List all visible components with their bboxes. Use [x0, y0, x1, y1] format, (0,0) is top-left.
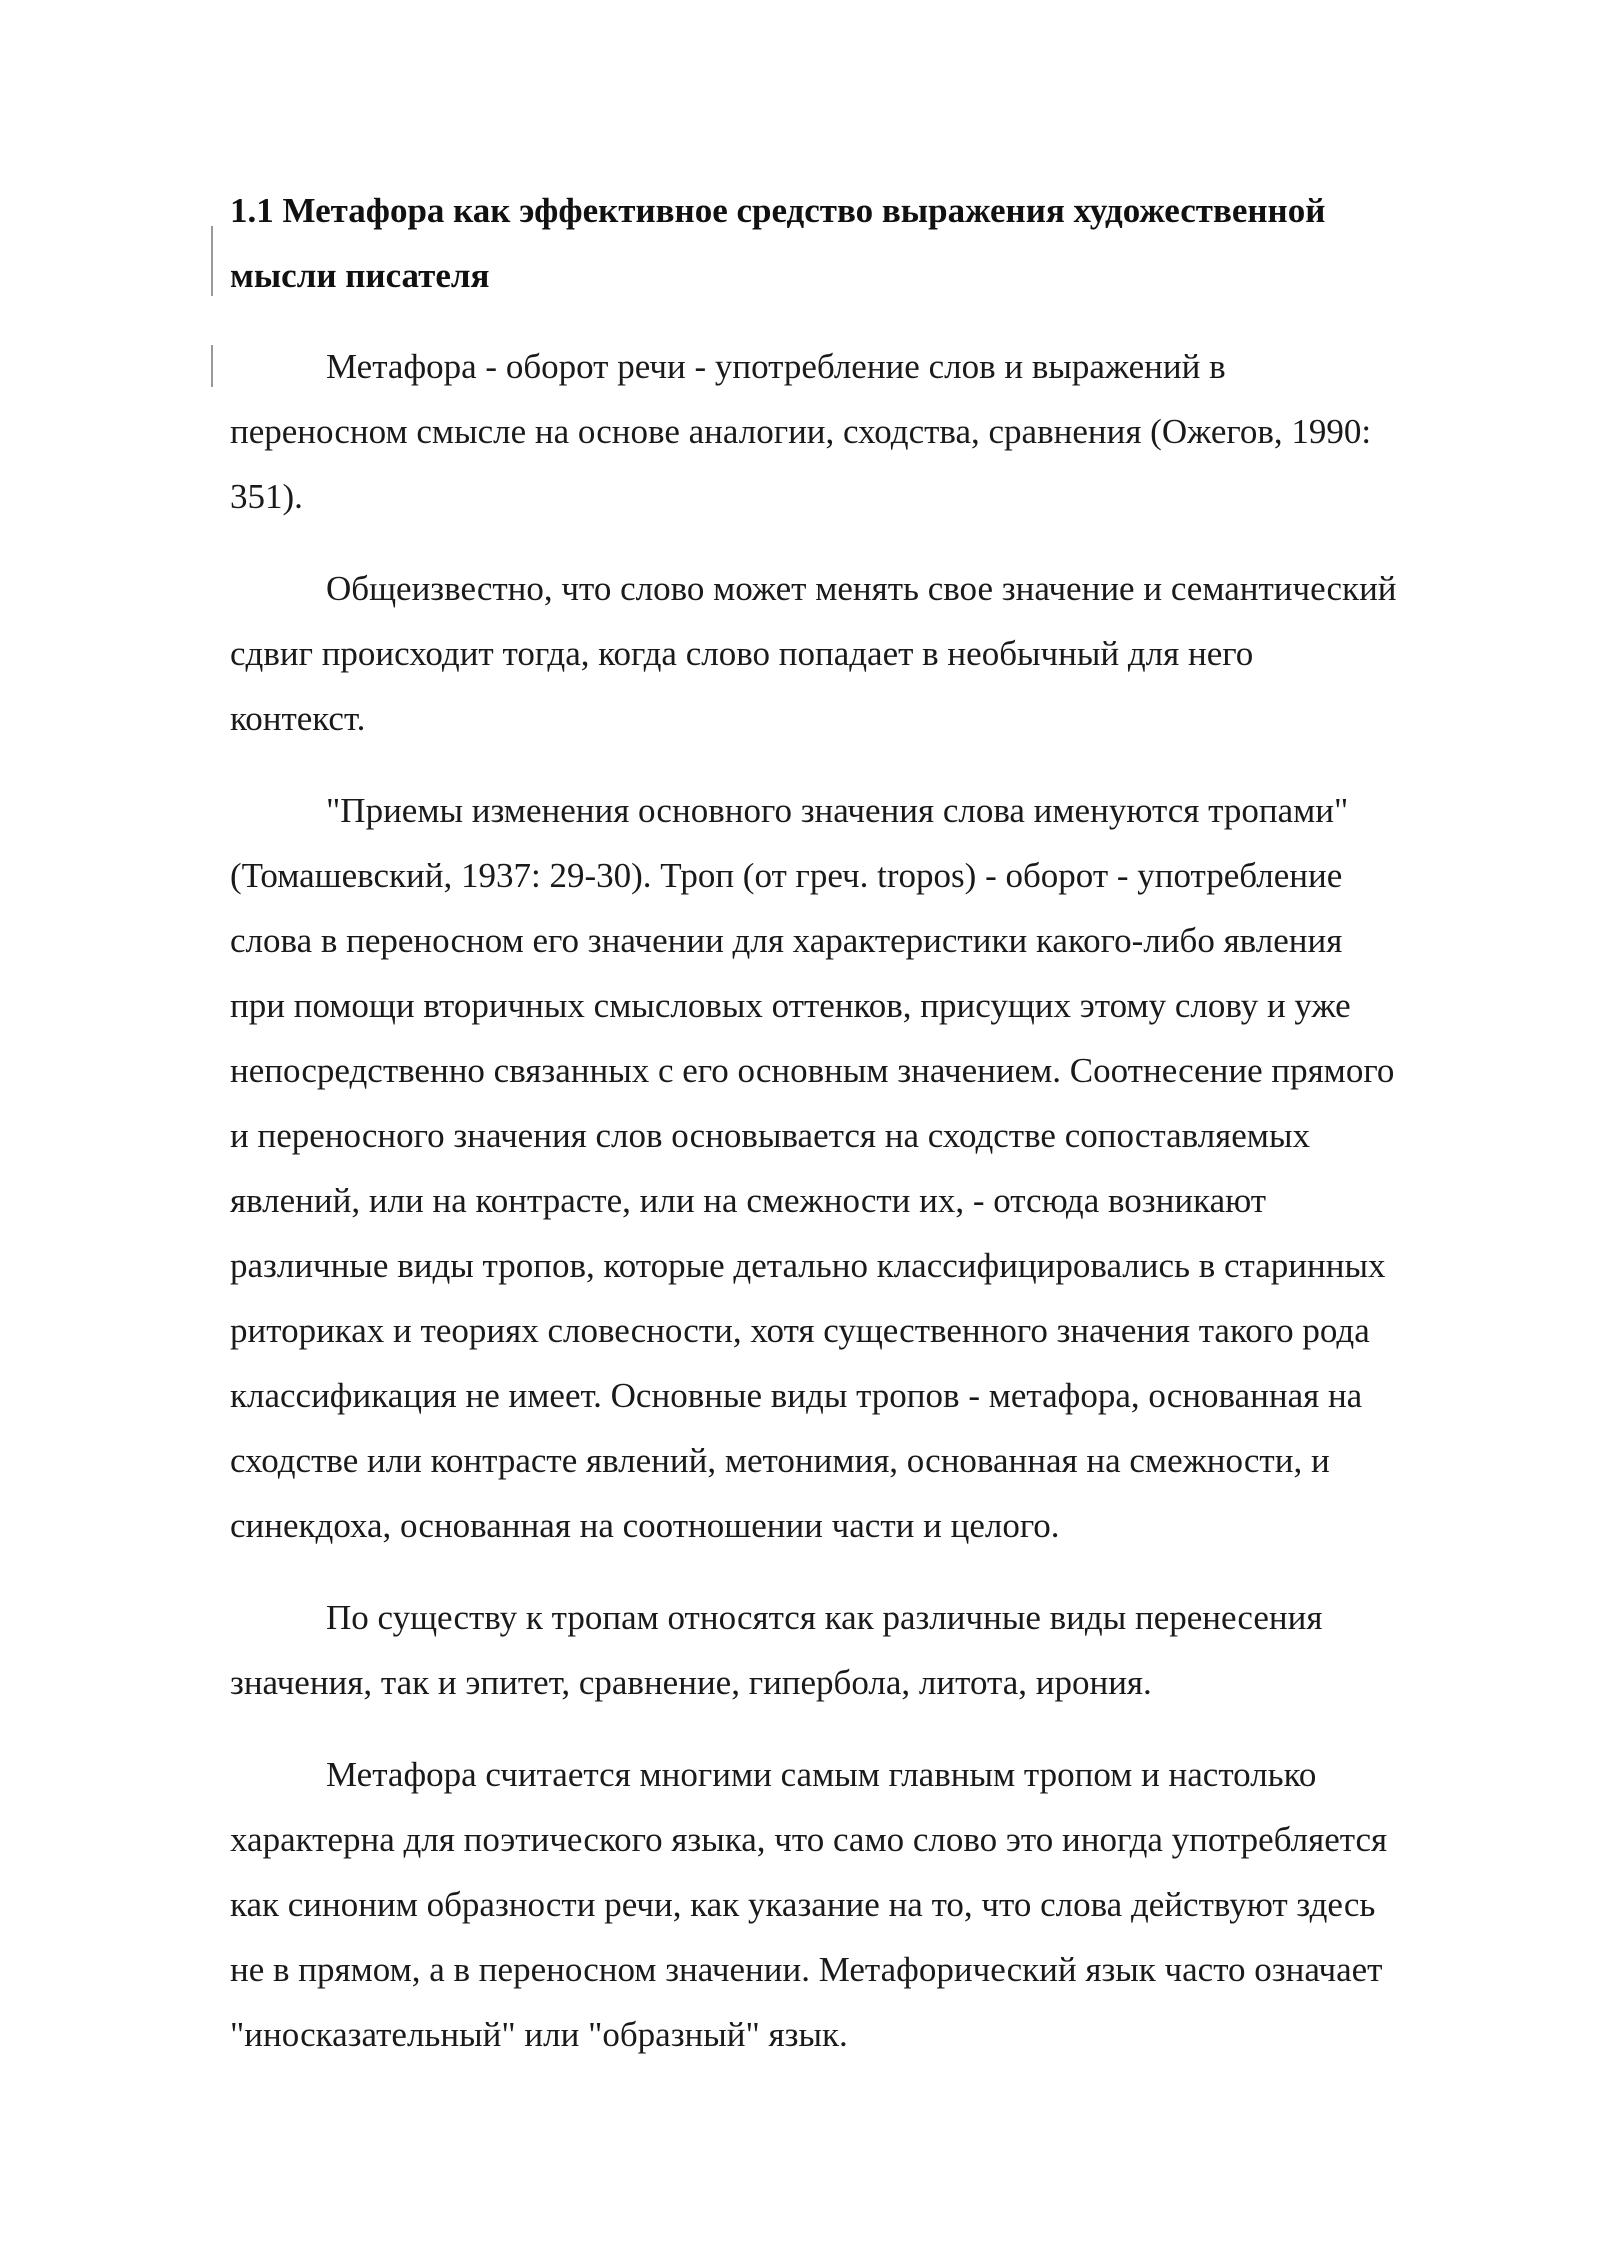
change-bar-marker [211, 226, 213, 296]
text-line: значения, так и эпитет, сравнение, гипербола, литота, ирония. [230, 1663, 1152, 1702]
text-line: явлений, или на контрасте, или на смежности их, - отсюда возникают [230, 1181, 1267, 1220]
text-line: сходстве или контрасте явлений, метонимия, основанная на смежности, и [230, 1441, 1330, 1480]
text-line: и переносного значения слов основывается на сходстве сопоставляемых [230, 1116, 1310, 1155]
text-line: Общеизвестно, что слово может менять свое значение и семантический [326, 569, 1397, 608]
change-bar-marker [211, 345, 213, 387]
paragraph [230, 334, 1498, 529]
paragraph [230, 556, 1498, 751]
text-line: переносном смысле на основе аналогии, сходства, сравнения (Ожегов, 1990: [230, 412, 1372, 451]
text-line: контекст. [230, 699, 366, 738]
text-line: (Томашевский, 1937: 29-30). Троп (от греч. tropos) - оборот - употребление [230, 856, 1343, 895]
text-line: синекдоха, основанная на соотношении части и целого. [230, 1506, 1060, 1545]
text-line: слова в переносном его значении для характеристики какого-либо явления [230, 921, 1343, 960]
paragraph [230, 778, 1498, 1558]
text-line: По существу к тропам относятся как различные виды перенесения [326, 1598, 1323, 1637]
text-line: риториках и теориях словесности, хотя существенного значения такого рода [230, 1311, 1370, 1350]
text-line: различные виды тропов, которые детально классифицировались в старинных [230, 1246, 1386, 1285]
text-line: Метафора - оборот речи - употребление слов и выражений в [326, 347, 1226, 386]
document-body [230, 178, 1498, 2067]
text-line: "Приемы изменения основного значения слова именуются тропами" [326, 791, 1349, 830]
paragraph [230, 1742, 1498, 2067]
section-heading [230, 178, 1498, 308]
heading-line: 1.1 Метафора как эффективное средство выражения художественной [230, 191, 1326, 230]
text-line: при помощи вторичных смысловых оттенков, присущих этому слову и уже [230, 986, 1351, 1025]
text-line: сдвиг происходит тогда, когда слово попадает в необычный для него [230, 634, 1254, 673]
text-line: 351). [230, 477, 303, 516]
text-line: не в прямом, а в переносном значении. Метафорический язык часто означает [230, 1950, 1383, 1989]
text-line: непосредственно связанных с его основным значением. Соотнесение прямого [230, 1051, 1395, 1090]
text-line: как синоним образности речи, как указание на то, что слова действуют здесь [230, 1885, 1376, 1924]
paragraph [230, 1585, 1498, 1715]
text-line: классификация не имеет. Основные виды тропов - метафора, основанная на [230, 1376, 1363, 1415]
text-line: Метафора считается многими самым главным тропом и настолько [326, 1755, 1317, 1794]
text-line: "иносказательный" или "образный" язык. [230, 2015, 848, 2054]
heading-line: мысли писателя [230, 256, 490, 295]
text-line: характерна для поэтического языка, что само слово это иногда употребляется [230, 1820, 1388, 1859]
